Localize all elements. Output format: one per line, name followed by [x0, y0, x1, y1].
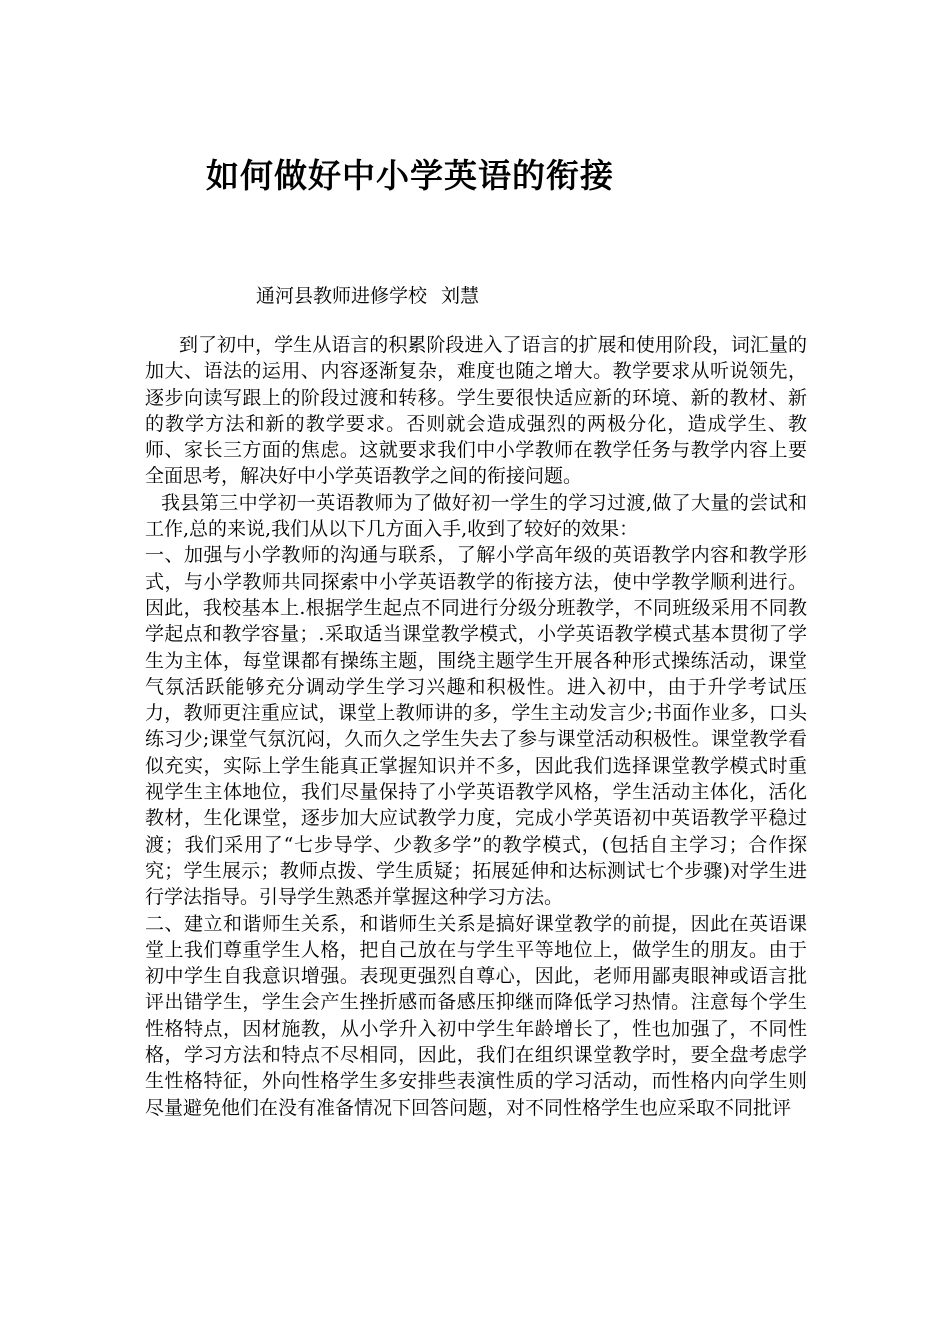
paragraph-intro: 到了初中，学生从语言的积累阶段进入了语言的扩展和使用阶段，词汇量的加大、语法的运用、内容逐渐复杂，难度也随之增大。教学要求从听说领先，逐步向读写跟上的阶段过渡和转移。学生要很快适应新的环境、新的教材、新的教学方法和新的教学要求。否则就会造成强烈的两极分化，造成学生、教师、家长三方面的焦虑。这就要求我们中小学教师在教学任务与教学内容上要全面思考，解决好中小学英语教学之间的衔接问题。: [145, 334, 807, 488]
author-name: 刘慧: [441, 285, 480, 307]
author-line: [256, 282, 479, 310]
paragraph-school-practice: 我县第三中学初一英语教师为了做好初一学生的学习过渡,做了大量的尝试和工作,总的来说,我们从以下几方面入手,收到了较好的效果：: [145, 491, 807, 541]
document-title: 如何做好中小学英语的衔接: [206, 156, 614, 195]
paragraph-section-one: 一、加强与小学教师的沟通与联系，了解小学高年级的英语教学内容和教学形式，与小学教师共同探索中小学英语教学的衔接方法，使中学教学顺利进行。因此，我校基本上.根据学生起点不同进行分级分班教学，不同班级采用不同教学起点和教学容量；.采取适当课堂教学模式，小学英语教学模式基本贯彻了学生为主体，每堂课都有操练主题，围绕主题学生开展各种形式操练活动，课堂气氛活跃能够充分调动学生学习兴趣和积极性。进入初中，由于升学考试压力，教师更注重应试，课堂上教师讲的多，学生主动发言少;书面作业多，口头练习少;课堂气氛沉闷，久而久之学生失去了参与课堂活动积极性。课堂教学看似充实，实际上学生能真正掌握知识并不多，因此我们选择课堂教学模式时重视学生主体地位，我们尽量保持了小学英语教学风格，学生活动主体化，活化教材，生化课堂，逐步加大应试教学力度，完成小学英语初中英语教学平稳过渡；我们采用了“七步导学、少教多学”的教学模式，(包括自主学习；合作探究；学生展示；教师点拨、学生质疑；拓展延伸和达标测试七个步骤)对学生进行学法指导。引导学生熟悉并掌握这种学习方法。: [145, 544, 807, 909]
paragraph-section-two: 二、建立和谐师生关系，和谐师生关系是搞好课堂教学的前提，因此在英语课堂上我们尊重学生人格，把自己放在与学生平等地位上，做学生的朋友。由于初中学生自我意识增强。表现更强烈自尊心，因此，老师用鄙夷眼神或语言批评出错学生，学生会产生挫折感而备感压抑继而降低学习热情。注意每个学生性格特点，因材施教，从小学升入初中学生年龄增长了，性也加强了，不同性格，学习方法和特点不尽相同，因此，我们在组织课堂教学时，要全盘考虑学生性格特征，外向性格学生多安排些表演性质的学习活动，而性格内向学生则尽量避免他们在没有准备情况下回答问题，对不同性格学生也应采取不同批评: [145, 912, 807, 1119]
document-body: [145, 332, 807, 1121]
author-school: 通河县教师进修学校: [256, 285, 428, 307]
